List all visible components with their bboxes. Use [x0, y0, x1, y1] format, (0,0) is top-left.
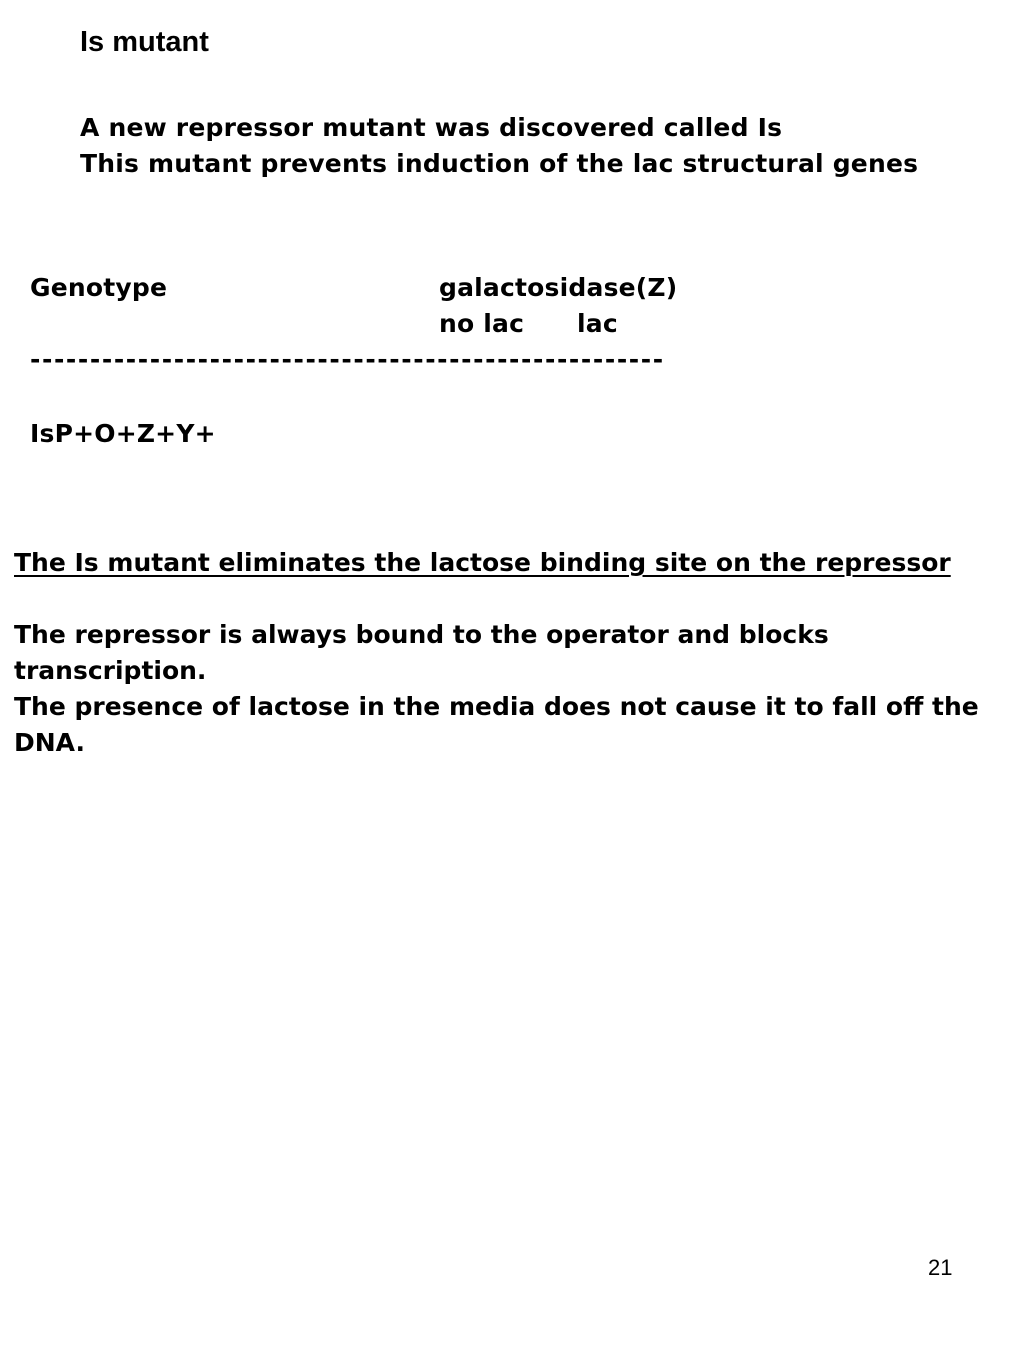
no-lac-subheader: no lac	[439, 309, 525, 338]
table-divider: -----------------------------------------------------	[30, 345, 665, 374]
genotype-column-header: Genotype	[30, 273, 168, 302]
explanation-text	[14, 617, 1004, 761]
galactosidase-column-header: galactosidase(Z)	[439, 273, 678, 302]
explanation-paragraph-1: The repressor is always bound to the operator and blocks transcription.	[14, 620, 829, 685]
slide-title: Is mutant	[80, 26, 209, 58]
page-number: 21	[928, 1255, 953, 1280]
intro-line-1: A new repressor mutant was discovered called Is	[80, 113, 783, 142]
table-row-genotype: IsP+O+Z+Y+	[30, 419, 216, 448]
lac-subheader: lac	[577, 309, 618, 338]
intro-text	[80, 110, 918, 182]
intro-line-2: This mutant prevents induction of the lac structural genes	[80, 149, 919, 178]
key-point-underlined: The Is mutant eliminates the lactose binding site on the repressor	[14, 548, 951, 577]
explanation-paragraph-2: The presence of lactose in the media does not cause it to fall off the DNA.	[14, 692, 979, 757]
